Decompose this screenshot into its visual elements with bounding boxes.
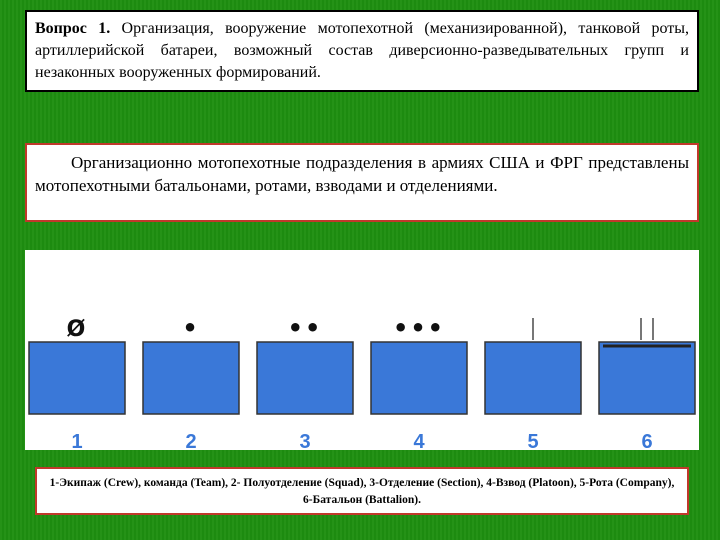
unit-6 — [599, 318, 695, 450]
unit-2 — [143, 314, 239, 450]
unit-box-6 — [599, 342, 695, 414]
question-text: Организация, вооружение мотопехотной (механизированной), танковой роты, артиллерийской батареи, возможный состав диверсионно-разведывательных групп и незаконных вооруженных формирований. — [35, 20, 690, 81]
unit-symbol: Ø — [66, 317, 88, 342]
caption-box — [35, 467, 689, 515]
unit-number: 4 — [413, 431, 425, 450]
question-title-box — [25, 10, 699, 92]
unit-symbol: • — [182, 314, 200, 342]
unit-number: 2 — [185, 431, 197, 450]
unit-box-3 — [257, 342, 353, 414]
caption-text: 1-Экипаж (Crew), команда (Team), 2- Полуотделение (Squad), 3-Отделение (Section), 4-Взвод (Platoon), 5-Рота (Company), 6-Батальон (Battalion). — [49, 477, 675, 506]
intro-text: Организационно мотопехотные подразделения в армиях США и ФРГ представлены мотопехотными батальонами, ротами, взводами и отделениями. — [35, 153, 689, 195]
unit-box-2 — [143, 342, 239, 414]
diagram-title: Номенклатура формирований в армии США — [217, 266, 503, 281]
unit-nomenclature-diagram — [25, 250, 699, 450]
unit-5 — [485, 318, 581, 450]
unit-box-4 — [371, 342, 467, 414]
unit-number: 1 — [71, 431, 83, 450]
unit-3 — [257, 314, 353, 450]
unit-box-1 — [29, 342, 125, 414]
unit-symbol: ••• — [392, 314, 446, 342]
unit-number: 3 — [299, 431, 311, 450]
unit-box-5 — [485, 342, 581, 414]
unit-4 — [371, 314, 467, 450]
unit-number: 5 — [527, 431, 539, 450]
unit-1 — [29, 317, 125, 450]
unit-number: 6 — [641, 431, 653, 450]
unit-symbol: •• — [287, 314, 323, 342]
intro-box — [25, 143, 699, 222]
question-label: Вопрос 1. — [35, 20, 111, 37]
